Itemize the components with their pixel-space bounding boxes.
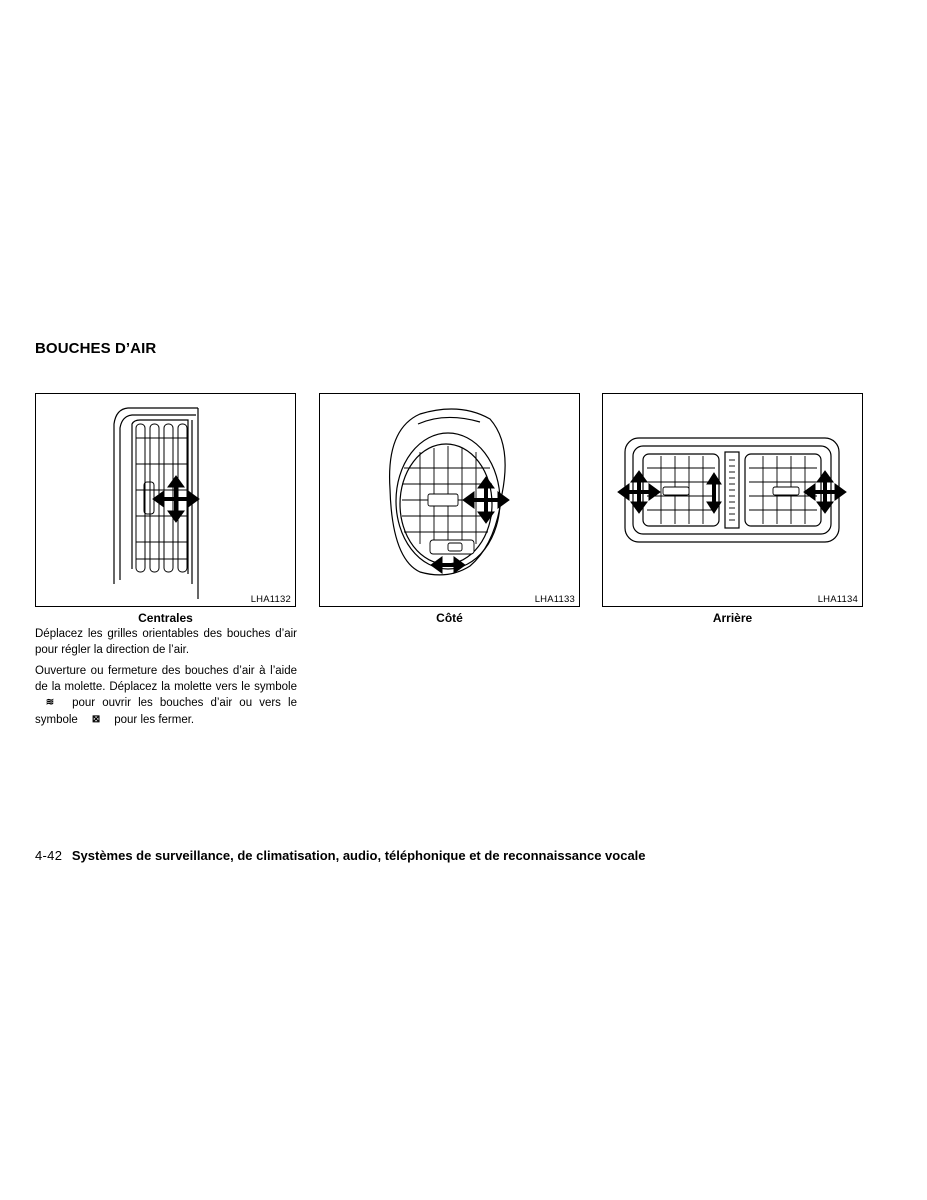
paragraph-thumbwheel-part1: Ouverture ou fermeture des bouches d’air à l’aide de la molette. Déplacez la molette vers le symbole: [35, 665, 297, 693]
figure-rear-vent: [602, 393, 863, 607]
figure-code: LHA1132: [250, 594, 291, 605]
rear-move-arrows: [618, 471, 846, 513]
paragraph-direction: Déplacez les grilles orientables des bouches d’air pour régler la direction de l’air.: [35, 628, 297, 656]
side-vent-illustration: [320, 394, 579, 606]
caption-center: Centrales: [138, 611, 193, 625]
paragraph-thumbwheel: [35, 664, 297, 728]
figure-center-vent: [35, 393, 296, 607]
vent-closed-icon: ⊠: [91, 713, 101, 725]
rear-vent-illustration: [603, 394, 862, 606]
figure-code: LHA1134: [817, 594, 858, 605]
center-vent-illustration: [36, 394, 295, 606]
page-footer: [35, 848, 646, 863]
figure-code: LHA1133: [534, 594, 575, 605]
page-number: 4-42: [35, 848, 63, 863]
paragraph-thumbwheel-part2: pour ouvrir les bouches d’air ou vers le symbole: [35, 697, 297, 726]
chapter-title: Systèmes de surveillance, de climatisation, audio, téléphonique et de reconnaissance vocale: [71, 848, 646, 863]
paragraph-thumbwheel-part3: pour les fermer.: [114, 713, 195, 726]
caption-rear: Arrière: [712, 611, 753, 625]
vent-open-icon: ≋: [45, 697, 55, 708]
caption-side: Côté: [436, 611, 463, 625]
section-title: BOUCHES D’AIR: [35, 340, 157, 357]
figure-side-vent: [319, 393, 580, 607]
